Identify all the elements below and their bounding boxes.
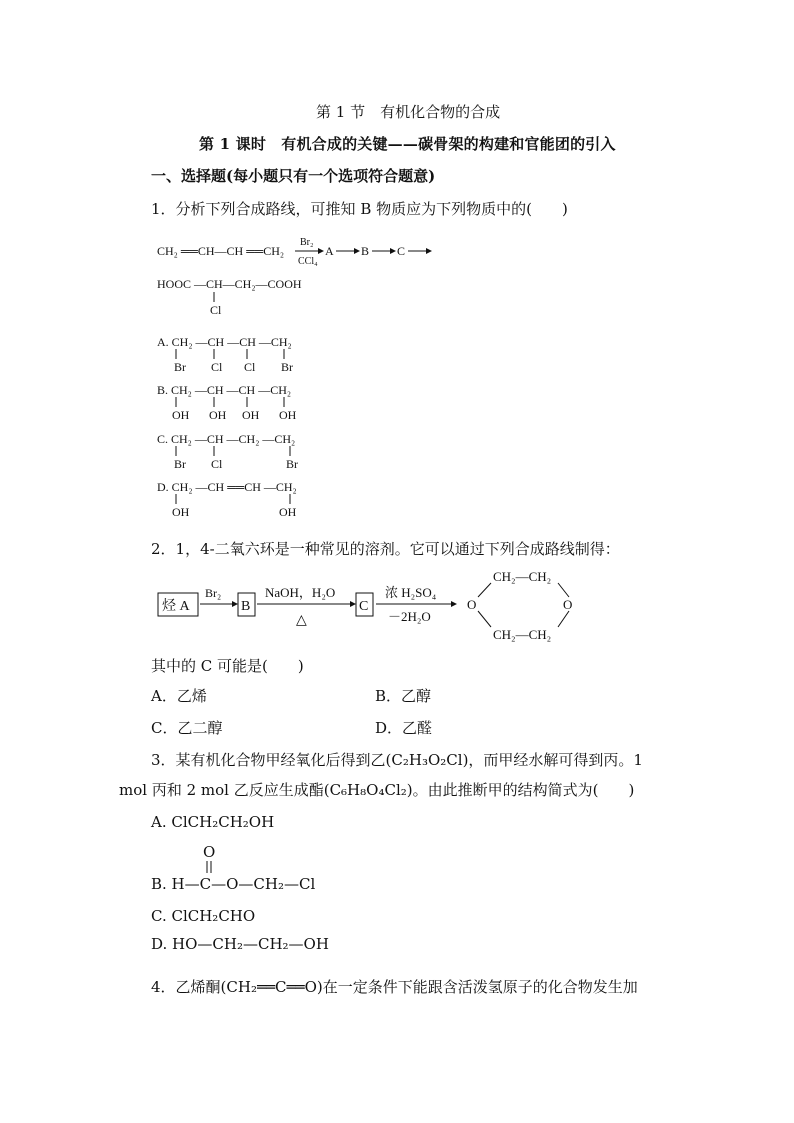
q1-a-sub-2: Cl: [211, 360, 223, 374]
q2-option-c: C．乙二醇: [151, 719, 223, 737]
q3-line-2: mol 丙和 2 mol 乙反应生成酯(C₆H₈O₄Cl₂)。由此推断甲的结构简式为( ): [119, 781, 635, 799]
q2-reagent-3-bottom: －2H₂O: [388, 609, 431, 624]
q1-c-sub-2: Cl: [211, 457, 223, 471]
q2-stem: 2．1，4-二氧六环是一种常见的溶剂。它可以通过下列合成路线制得：: [151, 540, 620, 558]
q1-reagent-bottom: CCl₄: [298, 256, 318, 267]
q2-ring-right: O: [563, 597, 573, 612]
section-heading: 一、选择题(每小题只有一个选项符合题意): [151, 167, 436, 185]
q2-ring-bottom: CH₂—CH₂: [493, 627, 552, 642]
q1-option-d: D. CH₂ —CH ══CH —CH₂: [157, 480, 297, 494]
q3-option-d: D. HO—CH₂—CH₂—OH: [151, 935, 329, 953]
q2-box-b-label: B: [241, 599, 251, 614]
q1-b-sub-3: OH: [242, 408, 260, 422]
q2-reagent-3-top: 浓 H₂SO₄: [385, 585, 437, 600]
q1-stem: 1．分析下列合成路线，可推知 B 物质应为下列物质中的( ): [151, 200, 568, 218]
q1-a-sub-4: Br: [281, 360, 293, 374]
q1-option-a: A. CH₂ —CH —CH —CH₂: [157, 335, 292, 349]
q1-option-c: C. CH₂ —CH —CH₂ —CH₂: [157, 432, 296, 446]
q3-option-c: C. ClCH₂CHO: [151, 907, 256, 925]
q3-option-b-oxygen: O: [203, 843, 216, 861]
q1-b-sub-2: OH: [209, 408, 227, 422]
q2-box-a-label: 烃 A: [162, 599, 190, 614]
q4-stem: 4．乙烯酮(CH₂══C══O)在一定条件下能跟含活泼氢原子的化合物发生加: [151, 978, 638, 996]
q1-reagent-top: Br₂: [300, 237, 314, 248]
q1-product-sub: Cl: [210, 303, 222, 317]
q2-reagent-2-bottom: △: [296, 613, 307, 628]
q1-b-sub-1: OH: [172, 408, 190, 422]
q1-option-b: B. CH₂ —CH —CH —CH₂: [157, 383, 292, 397]
lesson-title: 第 1 课时 有机合成的关键——碳骨架的构建和官能团的引入: [199, 135, 616, 153]
q2-box-c-label: C: [359, 599, 369, 614]
q1-d-sub-1: OH: [172, 505, 190, 519]
q1-c-sub-4: Br: [286, 457, 298, 471]
q2-question: 其中的 C 可能是( ): [151, 657, 304, 675]
q2-reagent-2-top: NaOH，H₂O: [265, 585, 336, 600]
q1-route-b: B: [361, 244, 370, 258]
q1-route-a: A: [325, 244, 334, 258]
q1-c-sub-1: Br: [174, 457, 186, 471]
q1-a-sub-3: Cl: [244, 360, 256, 374]
q2-option-a: A．乙烯: [151, 687, 207, 705]
q2-option-d: D．乙醛: [375, 719, 433, 737]
q1-route-start: CH₂ ══CH—CH ══CH₂: [157, 244, 285, 258]
q3-option-b: B. H—C—O—CH₂—Cl: [151, 875, 316, 893]
q3-line-1: 3．某有机化合物甲经氧化后得到乙(C₂H₃O₂Cl)，而甲经水解可得到丙。1: [151, 751, 643, 769]
q3-option-a: A. ClCH₂CH₂OH: [151, 813, 275, 831]
q2-reagent-1: Br₂: [205, 586, 222, 600]
q2-ring-top: CH₂—CH₂: [493, 569, 552, 584]
q1-product: HOOC —CH—CH₂—COOH: [157, 277, 302, 291]
q2-ring-left: O: [467, 597, 477, 612]
q1-route-c: C: [397, 244, 406, 258]
q1-b-sub-4: OH: [279, 408, 297, 422]
q1-a-sub-1: Br: [174, 360, 186, 374]
q1-d-sub-4: OH: [279, 505, 297, 519]
section-title: 第 1 节 有机化合物的合成: [316, 103, 501, 121]
q2-option-b: B．乙醇: [375, 687, 432, 705]
